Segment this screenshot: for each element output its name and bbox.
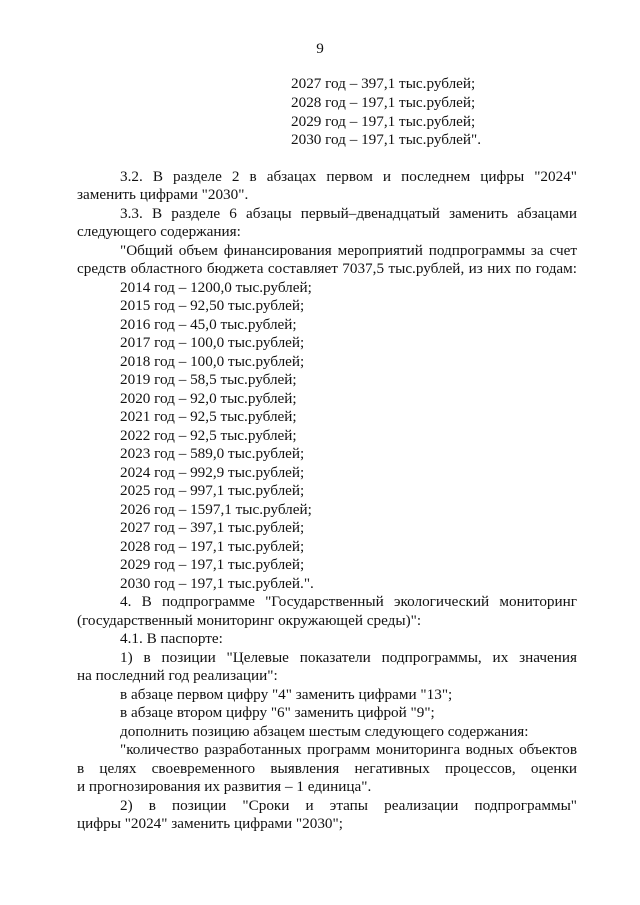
year-line-2030: 2030 год – 197,1 тыс.рублей.". <box>120 575 314 592</box>
quote-intro-line-1: "Общий объем финансирования мероприятий подпрограммы за счет <box>120 242 577 259</box>
year-line-2024: 2024 год – 992,9 тыс.рублей; <box>120 464 305 481</box>
item-4-1-2-line-1: 2) в позиции "Сроки и этапы реализации подпрограммы" <box>120 797 577 814</box>
item-4-1-1-line-1: 1) в позиции "Целевые показатели подпрограммы, их значения <box>120 649 577 666</box>
year-line-2017: 2017 год – 100,0 тыс.рублей; <box>120 334 305 351</box>
top-list-line-3: 2029 год – 197,1 тыс.рублей; <box>291 113 476 130</box>
year-line-2015: 2015 год – 92,50 тыс.рублей; <box>120 297 305 314</box>
paragraph-first-change: в абзаце первом цифру "4" заменить цифрами "13"; <box>120 686 453 703</box>
item-3-3-line-2: следующего содержания: <box>77 223 241 240</box>
item-4-line-2: (государственный мониторинг окружающей среды)": <box>77 612 422 629</box>
year-line-2021: 2021 год – 92,5 тыс.рублей; <box>120 408 297 425</box>
quote-count-line-1: "количество разработанных программ мониторинга водных объектов <box>120 741 577 758</box>
year-line-2028: 2028 год – 197,1 тыс.рублей; <box>120 538 305 555</box>
item-4-1-2-line-2: цифры "2024" заменить цифрами "2030"; <box>77 815 343 832</box>
top-list-line-1: 2027 год – 397,1 тыс.рублей; <box>291 75 476 92</box>
page-number: 9 <box>316 40 324 57</box>
top-list-line-2: 2028 год – 197,1 тыс.рублей; <box>291 94 476 111</box>
year-line-2026: 2026 год – 1597,1 тыс.рублей; <box>120 501 312 518</box>
year-line-2023: 2023 год – 589,0 тыс.рублей; <box>120 445 305 462</box>
item-4-1-1-line-2: на последний год реализации": <box>77 667 278 684</box>
year-line-2025: 2025 год – 997,1 тыс.рублей; <box>120 482 305 499</box>
quote-count-line-2: в целях своевременного выявления негативных процессов, оценки <box>77 760 577 777</box>
year-line-2022: 2022 год – 92,5 тыс.рублей; <box>120 427 297 444</box>
quote-count-line-3: и прогнозирования их развития – 1 единица". <box>77 778 372 795</box>
year-line-2018: 2018 год – 100,0 тыс.рублей; <box>120 353 305 370</box>
paragraph-add-instruction: дополнить позицию абзацем шестым следующего содержания: <box>120 723 529 740</box>
year-line-2016: 2016 год – 45,0 тыс.рублей; <box>120 316 297 333</box>
item-3-3-line-1: 3.3. В разделе 6 абзацы первый–двенадцатый заменить абзацами <box>120 205 577 222</box>
item-3-2-line-2: заменить цифрами "2030". <box>77 186 249 203</box>
top-list-line-4: 2030 год – 197,1 тыс.рублей". <box>291 131 482 148</box>
item-3-2-line-1: 3.2. В разделе 2 в абзацах первом и последнем цифры "2024" <box>120 168 577 185</box>
quote-intro-line-2: средств областного бюджета составляет 7037,5 тыс.рублей, из них по годам: <box>77 260 577 277</box>
item-4-line-1: 4. В подпрограмме "Государственный экологический мониторинг <box>120 593 577 610</box>
year-line-2019: 2019 год – 58,5 тыс.рублей; <box>120 371 297 388</box>
year-line-2027: 2027 год – 397,1 тыс.рублей; <box>120 519 305 536</box>
year-line-2020: 2020 год – 92,0 тыс.рублей; <box>120 390 297 407</box>
year-line-2029: 2029 год – 197,1 тыс.рублей; <box>120 556 305 573</box>
item-4-1-heading: 4.1. В паспорте: <box>120 630 223 647</box>
year-line-2014: 2014 год – 1200,0 тыс.рублей; <box>120 279 312 296</box>
paragraph-second-change: в абзаце втором цифру "6" заменить цифрой "9"; <box>120 704 435 721</box>
